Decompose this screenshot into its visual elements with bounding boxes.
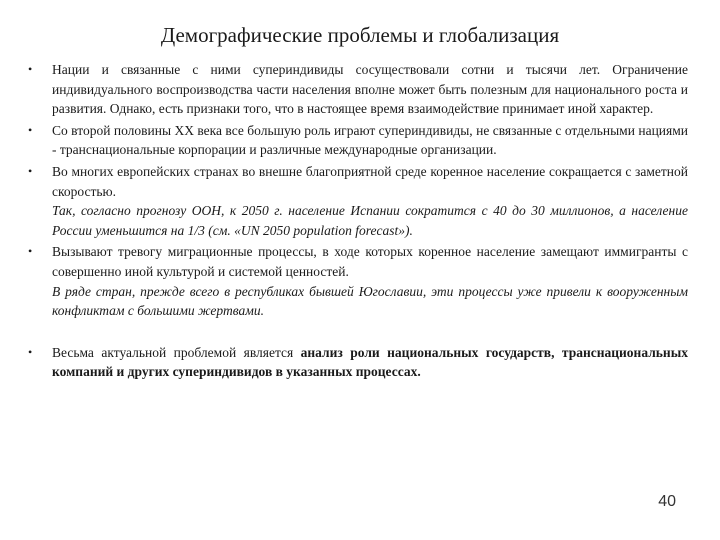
bullet-item	[22, 162, 688, 240]
bullet-text: Со второй половины XX века все большую роль играют супериндивиды, не связанные с отдельными нациями - транснациональные корпорации и различные международные организации.	[52, 122, 688, 158]
bullet-text: Во многих европейских странах во внешне благоприятной среде коренное население сокращается с заметной скоростью.	[52, 163, 688, 199]
bullet-bold-part: анализ роли национальных государств, транснациональных компаний и других супериндивидов в указанных процессах.	[52, 344, 688, 380]
bullet-item	[22, 60, 688, 119]
bullet-italic-note: Так, согласно прогнозу ООН, к 2050 г. население Испании сократится с 40 до 30 миллионов, а население России уменьшится на 1/3 (см. «UN 2050 population forecast»).	[52, 203, 688, 238]
bullet-text: Вызывают тревогу миграционные процессы, в ходе которых коренное население замещают иммигранты с совершенно иной культурой и системой ценностей.	[52, 244, 688, 279]
bullet-item	[22, 343, 688, 382]
bullet-italic-note: В ряде стран, прежде всего в республиках бывшей Югославии, эти процессы уже привели к вооруженным конфликтам с большими жертвами.	[52, 283, 688, 319]
bullet-text-inline	[52, 343, 688, 382]
bullet-list	[22, 60, 688, 382]
bullet-item	[22, 242, 688, 320]
slide-title: Демографические проблемы и глобализация	[160, 23, 560, 47]
bullet-dot-icon: •	[28, 163, 33, 178]
bullet-item	[22, 121, 688, 160]
bullet-plain-part: Весьма актуальной проблемой является	[52, 344, 294, 360]
bullet-dot-icon: •	[28, 244, 33, 259]
bullet-dot-icon: •	[28, 62, 33, 76]
bullet-dot-icon: •	[28, 122, 33, 137]
page-number: 40	[658, 493, 676, 510]
bullet-text: Нации и связанные с ними супериндивиды сосуществовали сотни и тысячи лет. Ограничение индивидуального воспроизводства части населения вполне может быть полезным для национального роста и развития. Однако, есть признаки того, что в настоящее время взаимодействие принимает иной характер.	[52, 62, 688, 117]
bullet-dot-icon: •	[28, 344, 33, 359]
